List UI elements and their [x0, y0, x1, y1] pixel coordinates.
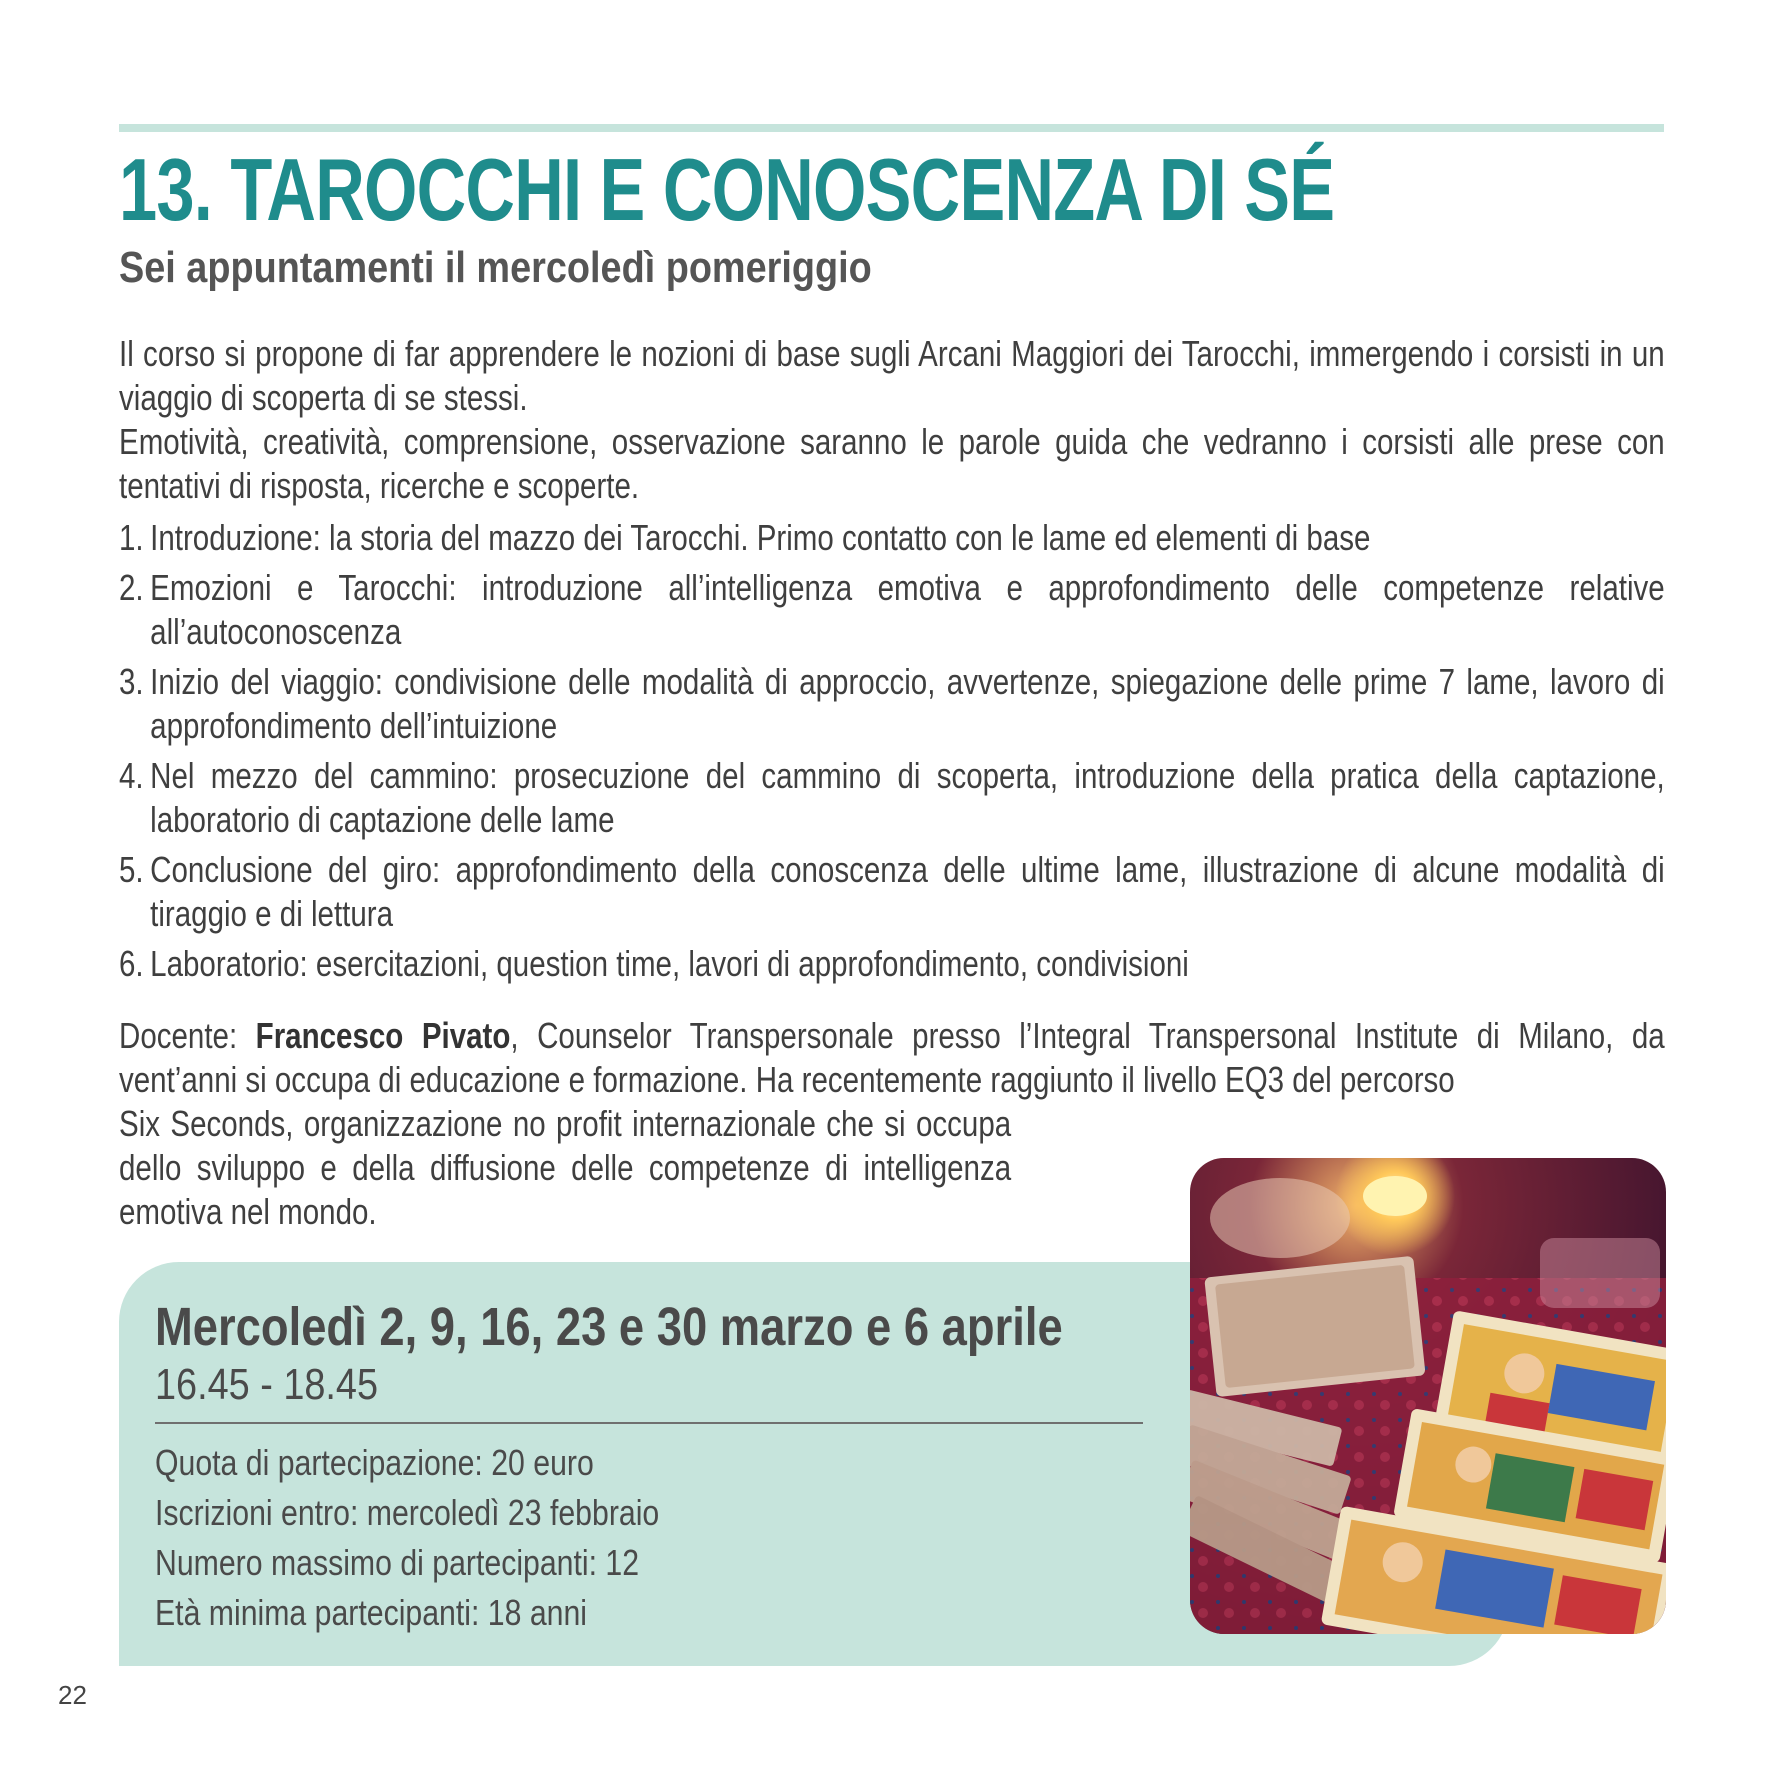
top-rule [119, 124, 1664, 132]
page-title: 13. TAROCCHI E CONOSCENZA DI SÉ [119, 140, 1335, 239]
fee-text: Quota di partecipazione: 20 euro [155, 1442, 594, 1483]
teacher-bio-continued: Six Seconds, organizzazione no profit internazionale che si occupa dello sviluppo e della diffusione delle competenze di intelligenza emotiva nel mondo. [119, 1103, 1012, 1232]
list-item-text: Laboratorio: esercitazioni, question time, lavori di approfondimento, condivisioni [150, 943, 1189, 984]
min-age-text: Età minima partecipanti: 18 anni [155, 1592, 588, 1633]
list-item-number: 6. [119, 943, 144, 984]
teacher-label: Docente: [119, 1015, 256, 1056]
list-item-number: 4. [119, 755, 144, 796]
list-item [119, 566, 1665, 654]
course-dates: Mercoledì 2, 9, 16, 23 e 30 marzo e 6 aprile [155, 1297, 1063, 1357]
program-list [119, 516, 1665, 986]
teacher-bio-text: , Counselor Transpersonale presso l’Integral Transpersonal Institute di Milano, da vent’anni si occupa di educazione e formazione. Ha recentemente raggiunto il livello EQ3 del percorso [119, 1015, 1665, 1100]
course-time: 16.45 - 18.45 [155, 1360, 379, 1409]
teacher-bio [119, 1014, 1665, 1102]
course-description [119, 332, 1665, 992]
list-item [119, 516, 1665, 560]
page-number: 22 [58, 1680, 87, 1710]
list-item-number: 2. [119, 567, 144, 608]
list-item-text: Nel mezzo del cammino: prosecuzione del cammino di scoperta, introduzione della pratica della captazione, laboratorio di captazione delle lame [150, 755, 1665, 840]
list-item-text: Inizio del viaggio: condivisione delle modalità di approccio, avvertenze, spiegazione delle prime 7 lame, lavoro di approfondimento dell’intuizione [150, 661, 1665, 746]
list-item-text: Conclusione del giro: approfondimento della conoscenza delle ultime lame, illustrazione di alcune modalità di tiraggio e di lettura [150, 849, 1665, 934]
intro-paragraph-1: Il corso si propone di far apprendere le nozioni di base sugli Arcani Maggiori dei Tarocchi, immergendo i corsisti in un viaggio di scoperta di se stessi. [119, 333, 1665, 418]
info-divider [155, 1422, 1143, 1424]
tarot-cards-photo [1190, 1158, 1666, 1634]
teacher-name: Francesco Pivato [255, 1015, 511, 1056]
list-item-text: Emozioni e Tarocchi: introduzione all’intelligenza emotiva e approfondimento delle competenze relative all’autoconoscenza [150, 567, 1665, 652]
course-details [155, 1438, 755, 1638]
list-item-number: 1. [119, 517, 144, 558]
deadline-text: Iscrizioni entro: mercoledì 23 febbraio [155, 1492, 660, 1533]
list-item [119, 942, 1665, 986]
list-item-number: 5. [119, 849, 144, 890]
intro-paragraph-2: Emotività, creatività, comprensione, osservazione saranno le parole guida che vedranno i corsisti alle prese con tentativi di risposta, ricerche e scoperte. [119, 421, 1665, 506]
list-item-number: 3. [119, 661, 144, 702]
list-item [119, 660, 1665, 748]
list-item-text: Introduzione: la storia del mazzo dei Tarocchi. Primo contatto con le lame ed elementi di base [150, 517, 1371, 558]
tarot-cards-image [1190, 1158, 1666, 1634]
list-item [119, 848, 1665, 936]
page-subtitle: Sei appuntamenti il mercoledì pomeriggio [119, 243, 872, 292]
max-participants-text: Numero massimo di partecipanti: 12 [155, 1542, 640, 1583]
list-item [119, 754, 1665, 842]
